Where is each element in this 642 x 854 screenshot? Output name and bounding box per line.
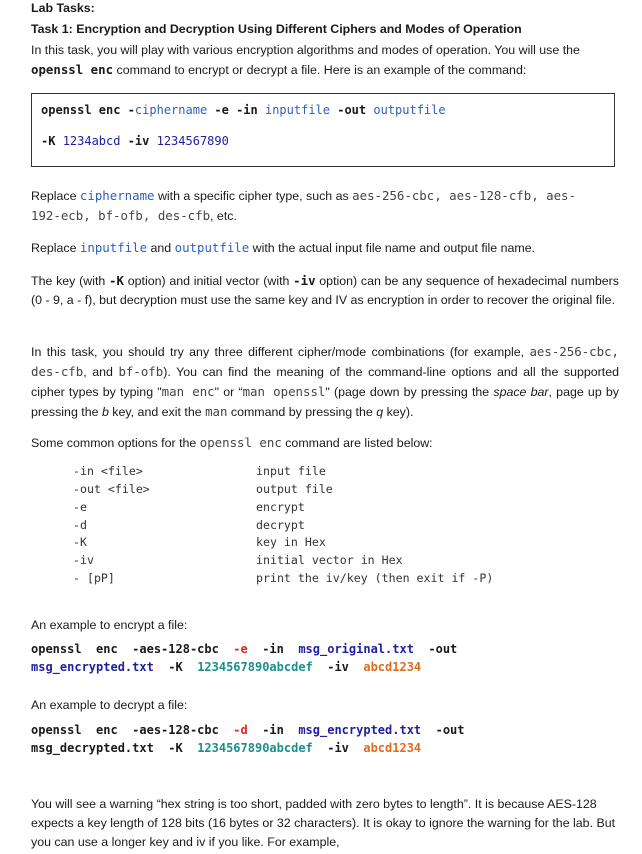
cipher-combinations-paragraph: In this task, you should try any three different cipher/mode combinations (for example, aes-256-cbc, des-cfb, and bf-ofb). You can find the meaning of the command-line options and all the supported cipher types by typing "man enc" or “man openssl" (page down by pressing the space bar, page up by pressing the b key, and exit the man command by pressing the q key). [31, 344, 619, 419]
decrypt-example-label: An example to decrypt a file: [31, 698, 188, 712]
encrypt-command-line-2: msg_encrypted.txt -K 1234567890abcdef -iv abcd1234 [31, 660, 422, 674]
command-line-1: openssl enc -ciphername -e -in inputfile -out outputfile [41, 103, 446, 117]
encrypt-example-label: An example to encrypt a file: [31, 618, 188, 632]
option-flag: - [pP] [73, 571, 115, 585]
decrypt-command-line-1: openssl enc -aes-128-cbc -d -in msg_encrypted.txt -out [31, 723, 465, 737]
option-flag: -out <file> [73, 482, 150, 496]
option-desc: decrypt [256, 518, 305, 532]
option-flag: -iv [73, 553, 94, 567]
option-flag: -in <file> [73, 464, 143, 478]
option-desc: input file [256, 464, 326, 478]
command-line-2: -K 1234abcd -iv 1234567890 [41, 134, 229, 148]
decrypt-command-line-2: msg_decrypted.txt -K 1234567890abcdef -iv abcd1234 [31, 741, 422, 755]
key-iv-paragraph: The key (with -K option) and initial vector (with -iv option) can be any sequence of hexadecimal numbers (0 - 9, a - f), but decryption must use the same key and IV as encryption in order to recover the original file. [31, 273, 619, 307]
options-intro: Some common options for the openssl enc command are listed below: [31, 435, 433, 450]
encrypt-command-line-1: openssl enc -aes-128-cbc -e -in msg_original.txt -out [31, 642, 458, 656]
option-desc: output file [256, 482, 333, 496]
intro-paragraph: In this task, you will play with various encryption algorithms and modes of operation. You will use the openssl enc command to encrypt or decrypt a file. Here is an example of the command: [31, 43, 580, 77]
lab-tasks-heading: Lab Tasks: [31, 1, 95, 15]
option-flag: -e [73, 500, 87, 514]
option-desc: key in Hex [256, 535, 326, 549]
option-flag: -K [73, 535, 87, 549]
command-example-box [31, 93, 615, 167]
option-desc: encrypt [256, 500, 305, 514]
replace-cipher-paragraph: Replace ciphername with a specific cipher type, such as aes-256-cbc, aes-128-cfb, aes- 192-ecb, bf-ofb, des-cfb, etc. [31, 188, 576, 223]
option-desc: print the iv/key (then exit if -P) [256, 571, 494, 585]
option-desc: initial vector in Hex [256, 553, 403, 567]
task-title: Task 1: Encryption and Decryption Using Different Ciphers and Modes of Operation [31, 22, 522, 36]
replace-files-paragraph: Replace inputfile and outputfile with the actual input file name and output file name. [31, 240, 536, 255]
warning-paragraph: You will see a warning “hex string is too short, padded with zero bytes to length”. It is because AES-128 expects a key length of 128 bits (16 bytes or 32 characters). It is okay to ignore the warning for the lab. But you can use a longer key and iv if you like. For example, [31, 797, 616, 849]
option-flag: -d [73, 518, 87, 532]
